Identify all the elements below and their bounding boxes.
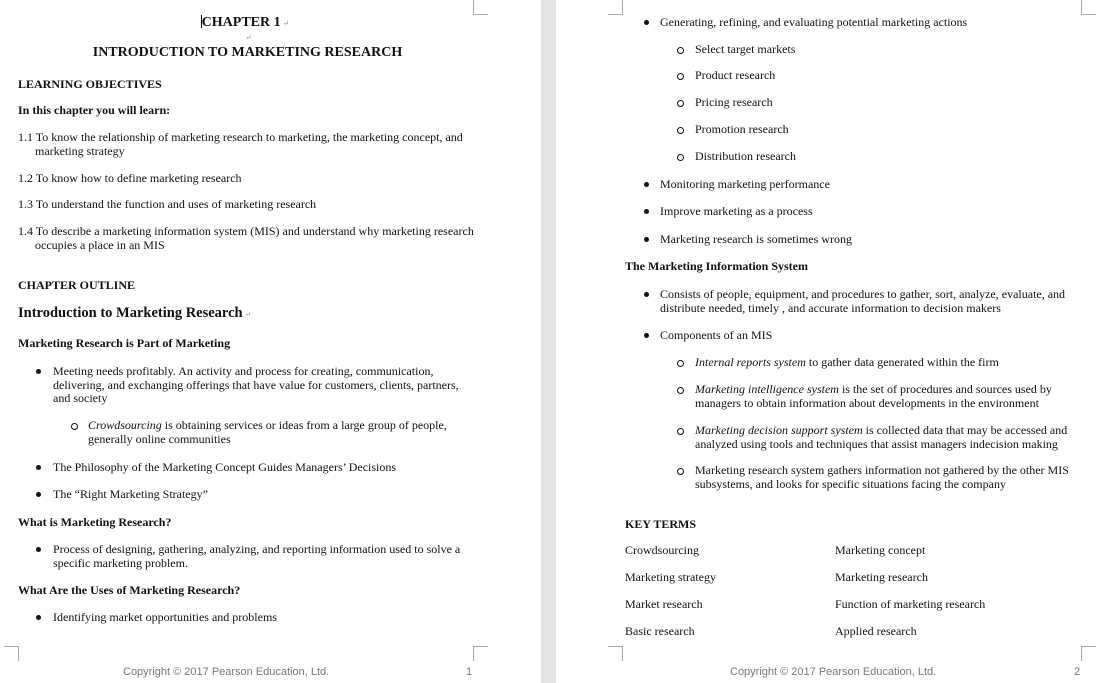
- sub-item-target-markets[interactable]: Select target markets: [695, 42, 796, 56]
- crowdsourcing-item[interactable]: Crowdsourcing is obtaining services or ideas from a large group of people, generally online communities: [88, 418, 447, 446]
- bullet-meeting-needs[interactable]: Meeting needs profitably. An activity and process for creating, communication, delivering, and exchanging offerings that have value for customers, clients, partners, and society: [53, 364, 459, 405]
- sub-item-promotion-research[interactable]: Promotion research: [695, 122, 789, 136]
- internal-reports-item[interactable]: Internal reports system to gather data generated within the firm: [695, 355, 999, 369]
- bullet-icon: [36, 465, 41, 470]
- page-gutter: [541, 0, 556, 683]
- sub-bullet-icon: [677, 100, 684, 107]
- page-number: 1: [466, 666, 473, 678]
- crop-mark-bottom-left: [608, 646, 623, 661]
- sub-item-product-research[interactable]: Product research: [695, 68, 776, 82]
- crop-mark-top-right: [1081, 0, 1096, 15]
- crop-mark-bottom-right: [473, 646, 488, 661]
- document-page-1[interactable]: [0, 0, 541, 683]
- learn-intro[interactable]: In this chapter you will learn:: [18, 103, 171, 117]
- bullet-right-strategy[interactable]: The “Right Marketing Strategy”: [53, 487, 208, 501]
- chapter-label[interactable]: CHAPTER 1 ↵: [201, 15, 290, 30]
- bullet-consists[interactable]: Consists of people, equipment, and procedures to gather, sort, analyze, evaluate, and distribute needed, timely , and accurate information to decision makers: [660, 287, 1066, 315]
- key-term[interactable]: Marketing research: [835, 570, 928, 584]
- objective-1-4[interactable]: 1.4 To describe a marketing information system (MIS) and understand why marketing research occupies a place in an MIS: [18, 224, 474, 252]
- bullet-components[interactable]: Components of an MIS: [660, 328, 773, 342]
- paragraph-mark: ↵: [245, 33, 252, 42]
- sub-bullet-icon: [677, 428, 684, 435]
- key-term[interactable]: Marketing concept: [835, 543, 926, 557]
- bullet-icon: [36, 615, 41, 620]
- bullet-icon: [644, 333, 649, 338]
- sub-item-pricing-research[interactable]: Pricing research: [695, 95, 773, 109]
- mis-heading[interactable]: The Marketing Information System: [625, 259, 808, 273]
- marketing-intelligence-item[interactable]: Marketing intelligence system is the set of procedures and sources used by managers to obtain information about developments in the environment: [695, 382, 1052, 410]
- bullet-monitoring[interactable]: Monitoring marketing performance: [660, 177, 830, 191]
- crop-mark-top-right: [473, 0, 488, 15]
- bullet-improve[interactable]: Improve marketing as a process: [660, 204, 813, 218]
- sub-bullet-icon: [677, 127, 684, 134]
- key-term[interactable]: Function of marketing research: [835, 597, 986, 611]
- bullet-generating[interactable]: Generating, refining, and evaluating potential marketing actions: [660, 15, 968, 29]
- objective-1-2[interactable]: 1.2 To know how to define marketing research: [18, 171, 242, 185]
- bullet-icon: [644, 182, 649, 187]
- footer-copyright: Copyright © 2017 Pearson Education, Ltd.: [730, 666, 937, 678]
- chapter-title[interactable]: INTRODUCTION TO MARKETING RESEARCH: [92, 45, 403, 60]
- sub-bullet-icon: [677, 47, 684, 54]
- chapter-outline-heading[interactable]: CHAPTER OUTLINE: [18, 278, 136, 292]
- research-system-item[interactable]: Marketing research system gathers information not gathered by the other MIS subsystems, and looks for specific situations facing the company: [695, 463, 1069, 491]
- crop-mark-bottom-right: [1081, 646, 1096, 661]
- sub-bullet-icon: [677, 387, 684, 394]
- sub-bullet-icon: [677, 360, 684, 367]
- bullet-identifying[interactable]: Identifying market opportunities and problems: [53, 610, 277, 624]
- section-title[interactable]: Introduction to Marketing Research ↵: [18, 305, 252, 321]
- sub-bullet-icon: [677, 154, 684, 161]
- bullet-sometimes-wrong[interactable]: Marketing research is sometimes wrong: [660, 232, 852, 246]
- bullet-icon: [36, 369, 41, 374]
- bullet-icon: [36, 492, 41, 497]
- sub-item-distribution-research[interactable]: Distribution research: [695, 149, 796, 163]
- objective-1-1[interactable]: 1.1 To know the relationship of marketing research to marketing, the marketing concept, and marketing strategy: [18, 130, 463, 158]
- sub-bullet-icon: [677, 468, 684, 475]
- footer-copyright: Copyright © 2017 Pearson Education, Ltd.: [123, 666, 330, 678]
- document-page-2[interactable]: [556, 0, 1115, 683]
- key-term[interactable]: Market research: [625, 597, 703, 611]
- crop-mark-top-left: [608, 0, 623, 15]
- bullet-icon: [36, 547, 41, 552]
- key-terms-heading[interactable]: KEY TERMS: [625, 517, 697, 531]
- page-number: 2: [1074, 666, 1081, 678]
- subheading-what-is[interactable]: What is Marketing Research?: [18, 515, 172, 529]
- sub-bullet-icon: [677, 73, 684, 80]
- key-term[interactable]: Crowdsourcing: [625, 543, 699, 557]
- sub-bullet-icon: [71, 423, 78, 430]
- objective-1-3[interactable]: 1.3 To understand the function and uses of marketing research: [18, 197, 317, 211]
- decision-support-item[interactable]: Marketing decision support system is collected data that may be accessed and analyzed using tools and techniques that assist managers indecision making: [695, 423, 1068, 451]
- key-term[interactable]: Applied research: [835, 624, 917, 638]
- learning-objectives-heading[interactable]: LEARNING OBJECTIVES: [18, 77, 162, 91]
- bullet-icon: [644, 292, 649, 297]
- crop-mark-bottom-left: [4, 646, 19, 661]
- bullet-process[interactable]: Process of designing, gathering, analyzing, and reporting information used to solve a specific marketing problem.: [53, 542, 461, 570]
- subheading-part-of-marketing[interactable]: Marketing Research is Part of Marketing: [18, 336, 231, 350]
- bullet-icon: [644, 20, 649, 25]
- bullet-philosophy[interactable]: The Philosophy of the Marketing Concept Guides Managers’ Decisions: [53, 460, 397, 474]
- subheading-uses[interactable]: What Are the Uses of Marketing Research?: [18, 583, 241, 597]
- key-term[interactable]: Marketing strategy: [625, 570, 716, 584]
- bullet-icon: [644, 209, 649, 214]
- bullet-icon: [644, 237, 649, 242]
- key-term[interactable]: Basic research: [625, 624, 695, 638]
